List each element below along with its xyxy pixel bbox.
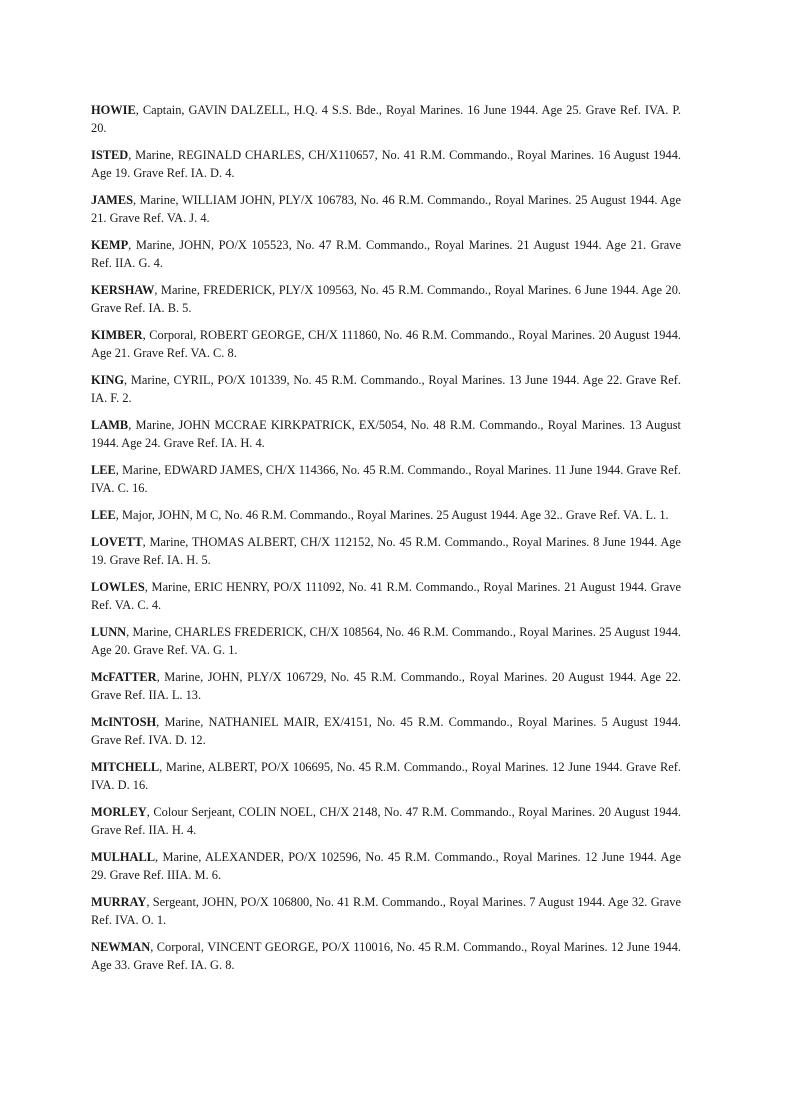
entry-lunn (91, 623, 681, 659)
entry-surname: KIMBER (91, 328, 143, 342)
entry-kimber (91, 326, 681, 362)
entry-details: , Corporal, ROBERT GEORGE, CH/X 111860, No. 46 R.M. Commando., Royal Marines. 20 August 1944. Age 21. Grave Ref. VA. C. 8. (91, 328, 681, 360)
entry-surname: ISTED (91, 148, 129, 162)
entry-surname: LEE (91, 463, 116, 477)
entry-newman (91, 938, 681, 974)
entry-surname: MORLEY (91, 805, 147, 819)
entry-details: , Marine, JOHN, PLY/X 106729, No. 45 R.M. Commando., Royal Marines. 20 August 1944. Age 22. Grave Ref. IIA. L. 13. (91, 670, 681, 702)
entry-surname: MULHALL (91, 850, 156, 864)
entry-lee-john (91, 506, 681, 524)
entry-mitchell (91, 758, 681, 794)
entry-surname: MURRAY (91, 895, 147, 909)
entry-surname: HOWIE (91, 103, 136, 117)
entry-surname: LAMB (91, 418, 129, 432)
entry-surname: JAMES (91, 193, 133, 207)
entry-james (91, 191, 681, 227)
entry-surname: LOVETT (91, 535, 143, 549)
entry-surname: LEE (91, 508, 116, 522)
entry-lee-edward (91, 461, 681, 497)
entry-details: , Marine, JOHN MCCRAE KIRKPATRICK, EX/5054, No. 48 R.M. Commando., Royal Marines. 13 August 1944. Age 24. Grave Ref. IA. H. 4. (91, 418, 681, 450)
entry-surname: LOWLES (91, 580, 145, 594)
entry-details: , Marine, EDWARD JAMES, CH/X 114366, No. 45 R.M. Commando., Royal Marines. 11 June 1944. Grave Ref. IVA. C. 16. (91, 463, 681, 495)
entry-surname: LUNN (91, 625, 127, 639)
entry-lowles (91, 578, 681, 614)
entry-details: , Marine, CYRIL, PO/X 101339, No. 45 R.M. Commando., Royal Marines. 13 June 1944. Age 22. Grave Ref. IA. F. 2. (91, 373, 681, 405)
entry-lovett (91, 533, 681, 569)
entry-morley (91, 803, 681, 839)
entry-isted (91, 146, 681, 182)
entry-surname: MITCHELL (91, 760, 160, 774)
entry-details: , Marine, ALBERT, PO/X 106695, No. 45 R.M. Commando., Royal Marines. 12 June 1944. Grave Ref. IVA. D. 16. (91, 760, 681, 792)
entry-details: , Marine, THOMAS ALBERT, CH/X 112152, No. 45 R.M. Commando., Royal Marines. 8 June 1944. Age 19. Grave Ref. IA. H. 5. (91, 535, 681, 567)
entry-details: , Sergeant, JOHN, PO/X 106800, No. 41 R.M. Commando., Royal Marines. 7 August 1944. Age 32. Grave Ref. IVA. O. 1. (91, 895, 681, 927)
entry-details: , Marine, JOHN, PO/X 105523, No. 47 R.M. Commando., Royal Marines. 21 August 1944. Age 21. Grave Ref. IIA. G. 4. (91, 238, 681, 270)
entry-surname: KEMP (91, 238, 129, 252)
entry-details: , Major, JOHN, M C, No. 46 R.M. Commando., Royal Marines. 25 August 1944. Age 32.. Grave Ref. VA. L. 1. (115, 508, 669, 522)
entry-kemp (91, 236, 681, 272)
entry-mulhall (91, 848, 681, 884)
entry-murray (91, 893, 681, 929)
entry-details: , Marine, ERIC HENRY, PO/X 111092, No. 41 R.M. Commando., Royal Marines. 21 August 1944. Grave Ref. VA. C. 4. (91, 580, 681, 612)
entry-details: , Marine, WILLIAM JOHN, PLY/X 106783, No. 46 R.M. Commando., Royal Marines. 25 August 1944. Age 21. Grave Ref. VA. J. 4. (91, 193, 681, 225)
entry-howie (91, 101, 681, 137)
document-page (91, 101, 681, 983)
entry-details: , Marine, FREDERICK, PLY/X 109563, No. 45 R.M. Commando., Royal Marines. 6 June 1944. Age 20. Grave Ref. IA. B. 5. (91, 283, 681, 315)
entry-surname: McINTOSH (91, 715, 157, 729)
entry-surname: KING (91, 373, 125, 387)
entry-details: , Marine, ALEXANDER, PO/X 102596, No. 45 R.M. Commando., Royal Marines. 12 June 1944. Age 29. Grave Ref. IIIA. M. 6. (91, 850, 681, 882)
entry-surname: KERSHAW (91, 283, 155, 297)
entry-details: , Marine, NATHANIEL MAIR, EX/4151, No. 45 R.M. Commando., Royal Marines. 5 August 1944. Grave Ref. IVA. D. 12. (91, 715, 681, 747)
entry-mcintosh (91, 713, 681, 749)
entry-kershaw (91, 281, 681, 317)
entry-details: , Marine, REGINALD CHARLES, CH/X110657, No. 41 R.M. Commando., Royal Marines. 16 August 1944. Age 19. Grave Ref. IA. D. 4. (91, 148, 681, 180)
entry-details: , Corporal, VINCENT GEORGE, PO/X 110016, No. 45 R.M. Commando., Royal Marines. 12 June 1944. Age 33. Grave Ref. IA. G. 8. (91, 940, 681, 972)
entry-details: , Marine, CHARLES FREDERICK, CH/X 108564, No. 46 R.M. Commando., Royal Marines. 25 August 1944. Age 20. Grave Ref. VA. G. 1. (91, 625, 681, 657)
entry-surname: McFATTER (91, 670, 157, 684)
entry-mcfatter (91, 668, 681, 704)
entry-surname: NEWMAN (91, 940, 151, 954)
entry-lamb (91, 416, 681, 452)
entry-details: , Colour Serjeant, COLIN NOEL, CH/X 2148, No. 47 R.M. Commando., Royal Marines. 20 August 1944. Grave Ref. IIA. H. 4. (91, 805, 681, 837)
entry-king (91, 371, 681, 407)
entry-details: , Captain, GAVIN DALZELL, H.Q. 4 S.S. Bde., Royal Marines. 16 June 1944. Age 25. Grave Ref. IVA. P. 20. (91, 103, 681, 135)
